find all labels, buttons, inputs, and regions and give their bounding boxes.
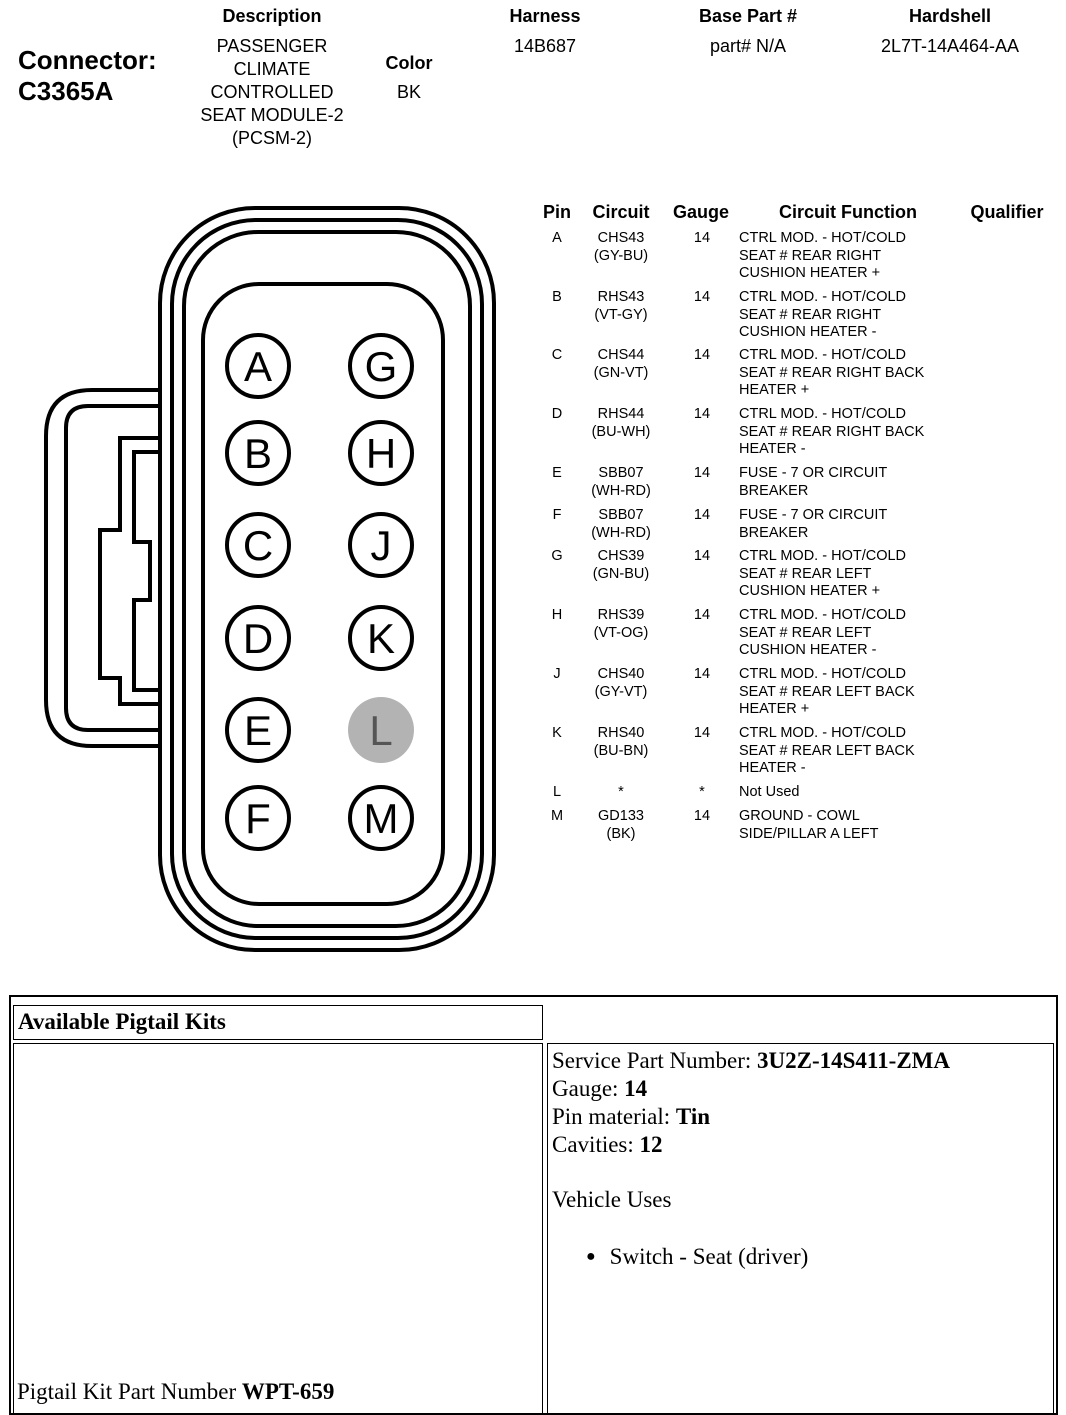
row-pin: B [552,289,562,305]
pin-f [227,787,289,849]
row-circuit: SBB07 (WH-RD) [591,507,651,541]
row-gauge: 14 [693,808,711,824]
pin-l-unused [348,697,414,763]
pin-j-label: J [370,522,392,569]
row-circuit: SBB07 (WH-RD) [591,465,651,499]
circuit-column-header: Circuit [592,202,650,222]
gauge-column-header: Gauge [672,202,729,222]
row-circuit: RHS43 (VT-GY) [594,289,648,323]
row-pin: D [551,406,563,422]
connector-label: Connector: [18,45,157,75]
qualifier-column-header: Qualifier [970,202,1044,222]
color-heading: Color [385,53,433,73]
row-circuit: RHS39 (VT-OG) [593,607,649,641]
row-function: CTRL MOD. - HOT/COLD SEAT # REAR LEFT BACK HEATER + [739,666,915,718]
pin-h-label: H [365,430,397,477]
pigtail-details-cell [547,1043,1054,1415]
hardshell-heading: Hardshell [908,6,992,26]
harness-heading: Harness [509,6,581,26]
vehicle-use-item: ● Switch - Seat (driver) [586,1244,809,1269]
pin-cavities [227,335,414,849]
row-circuit: CHS43 (GY-BU) [593,230,649,264]
row-circuit: * [618,784,624,800]
row-circuit: GD133 (BK) [598,808,644,842]
pin-e-label: E [243,707,273,754]
row-pin: C [551,347,563,363]
pin-a [227,335,289,397]
row-pin: H [551,607,563,623]
pin-g [350,335,412,397]
row-pin: F [552,507,562,523]
row-gauge: 14 [693,289,711,305]
pin-d-label: D [242,615,274,662]
row-gauge: 14 [693,507,711,523]
base-part-value: part# N/A [709,36,787,56]
row-pin: J [553,666,561,682]
row-gauge: * [699,784,705,800]
pin-material-detail: Pin material: Tin [552,1104,711,1129]
row-function: CTRL MOD. - HOT/COLD SEAT # REAR RIGHT CUSHION HEATER + [739,230,907,282]
vehicle-uses-label: Vehicle Uses [552,1187,672,1212]
pin-m [350,787,412,849]
pin-g-label: G [364,343,398,390]
row-function: CTRL MOD. - HOT/COLD SEAT # REAR LEFT BACK HEATER - [739,725,915,777]
description-value: PASSENGER CLIMATE CONTROLLED SEAT MODULE-2 (PCSM-2) [200,36,344,148]
pin-k [350,607,412,669]
pin-a-label: A [243,343,273,390]
row-pin: E [552,465,562,481]
connector-title [18,45,157,107]
row-pin: A [552,230,562,246]
row-circuit: CHS40 (GY-VT) [594,666,648,700]
row-function: CTRL MOD. - HOT/COLD SEAT # REAR LEFT CUSHION HEATER + [739,548,907,600]
cavities-detail: Cavities: 12 [552,1132,663,1157]
pin-d [227,607,289,669]
row-pin: G [551,548,563,564]
kit-part-number: Pigtail Kit Part Number WPT-659 [17,1379,335,1404]
pigtail-title-cell [13,1005,543,1040]
row-function: GROUND - COWL SIDE/PILLAR A LEFT [739,808,879,842]
row-circuit: CHS39 (GN-BU) [592,548,650,582]
row-gauge: 14 [693,406,711,422]
connector-id: C3365A [18,76,114,106]
pin-l-label: L [369,707,393,754]
bullet-icon: ● [586,1248,596,1265]
row-function: CTRL MOD. - HOT/COLD SEAT # REAR RIGHT BACK HEATER + [739,347,925,399]
pin-e [227,699,289,761]
pin-column-header: Pin [542,202,571,222]
pin-m-label: M [363,795,399,842]
row-function: CTRL MOD. - HOT/COLD SEAT # REAR LEFT CUSHION HEATER - [739,607,907,659]
color-value: BK [396,82,421,102]
row-circuit: RHS40 (BU-BN) [593,725,649,759]
function-column-header: Circuit Function [779,202,917,222]
row-gauge: 14 [693,465,711,481]
pin-j [350,514,412,576]
harness-value: 14B687 [513,36,577,56]
pin-f-label: F [245,795,271,842]
row-pin: L [552,784,562,800]
pin-b [227,422,289,484]
pin-b-label: B [243,430,273,477]
row-gauge: 14 [693,347,711,363]
pin-c-label: C [242,522,274,569]
row-gauge: 14 [693,607,711,623]
row-function: FUSE - 7 OR CIRCUIT BREAKER [739,465,888,499]
pin-k-label: K [366,615,396,662]
row-gauge: 14 [693,725,711,741]
row-function: FUSE - 7 OR CIRCUIT BREAKER [739,507,888,541]
pigtail-title: Available Pigtail Kits [18,1009,226,1034]
base-part-heading: Base Part # [698,6,798,26]
row-pin: K [552,725,562,741]
pin-h [350,422,412,484]
row-function: CTRL MOD. - HOT/COLD SEAT # REAR RIGHT CUSHION HEATER - [739,289,907,341]
pin-c [227,514,289,576]
row-pin: M [550,808,564,824]
row-function: Not Used [739,784,800,800]
row-circuit: CHS44 (GN-VT) [593,347,649,381]
service-part-number: Service Part Number: 3U2Z-14S411-ZMA [552,1048,950,1073]
gauge-detail: Gauge: 14 [552,1076,648,1101]
row-circuit: RHS44 (BU-WH) [591,406,651,440]
hardshell-value: 2L7T-14A464-AA [880,36,1020,56]
pigtail-image-cell [13,1043,543,1415]
row-gauge: 14 [693,666,711,682]
row-function: CTRL MOD. - HOT/COLD SEAT # REAR RIGHT BACK HEATER - [739,406,925,458]
connector-face-diagram [0,190,520,990]
description-heading: Description [222,6,322,26]
row-gauge: 14 [693,230,711,246]
row-gauge: 14 [693,548,711,564]
